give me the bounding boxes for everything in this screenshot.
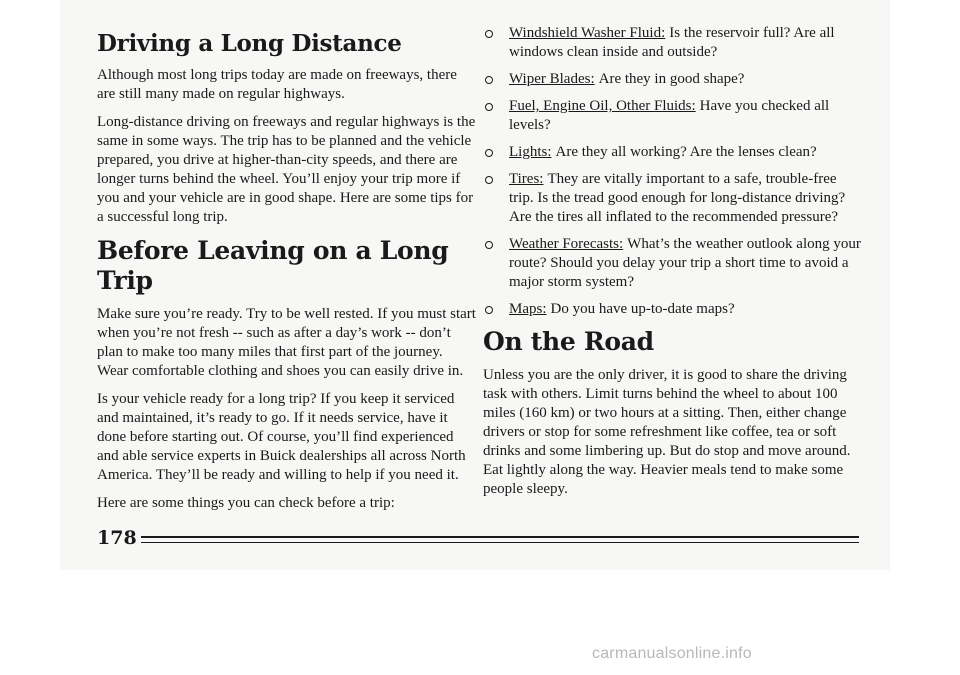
item-text: They are vitally important to a safe, trouble-free trip. Is the tread good enough for long-distance driving? Are the tires all inflated to the recommended pressure?: [509, 171, 846, 225]
list-item: [483, 235, 863, 292]
left-column: [97, 24, 477, 522]
footer-rule-thin: [141, 542, 859, 543]
list-item: [483, 97, 863, 135]
item-term: Weather Forecasts:: [509, 236, 624, 252]
item-text: Do you have up-to-date maps?: [550, 301, 735, 317]
list-item: [483, 170, 863, 227]
item-term: Windshield Washer Fluid:: [509, 25, 666, 41]
item-text: Is the reservoir full? Are all windows clean inside and outside?: [509, 25, 835, 60]
item-term: Fuel, Engine Oil, Other Fluids:: [509, 98, 696, 114]
right-column: [483, 24, 863, 508]
manual-page: [60, 0, 890, 570]
bullet-icon: [485, 30, 493, 38]
section-paragraph: Make sure you’re ready. Try to be well rested. If you must start when you’re not fresh -- such as after a day’s work -- don’t plan to make too many miles that first part of the journey. Wear comfortable clothing and shoes you can easily drive in.: [97, 306, 476, 379]
list-item: [483, 24, 863, 62]
intro-paragraph: Although most long trips today are made on freeways, there are still many made on regular highways.: [97, 67, 457, 102]
list-item: [483, 143, 863, 162]
item-text: Are they in good shape?: [598, 71, 745, 87]
bullet-icon: [485, 306, 493, 314]
item-term: Lights:: [509, 144, 552, 160]
item-text: Have you checked all levels?: [509, 98, 830, 133]
bullet-icon: [485, 149, 493, 157]
checklist: [483, 24, 863, 319]
list-item: [483, 300, 863, 319]
page-heading: Driving a Long Distance: [97, 30, 402, 57]
bullet-icon: [485, 241, 493, 249]
item-term: Tires:: [509, 171, 544, 187]
intro-paragraph: Long-distance driving on freeways and regular highways is the same in some ways. The trip has to be planned and the vehicle prepared, you drive at higher-than-city speeds, and there are longer turns behind the wheel. You’ll enjoy your trip more if you and your vehicle are in good shape. Here are some tips for a successful long trip.: [97, 114, 476, 225]
section-paragraph: Here are some things you can check before a trip:: [97, 495, 395, 511]
bullet-icon: [485, 103, 493, 111]
page-number: 178: [97, 527, 137, 549]
section-paragraph: Unless you are the only driver, it is good to share the driving task with others. Limit turns behind the wheel to about 100 miles (160 km) or two hours at a sitting. Then, either change drivers or stop for some refreshment like coffee, tea or soft drinks and some limbering up. But do stop and move around. Eat lightly along the way. Heavier meals tend to make some people sleepy.: [483, 367, 851, 497]
section-heading-on-the-road: On the Road: [483, 327, 654, 356]
section-heading-before-leaving: Before Leaving on a Long Trip: [97, 236, 449, 295]
section-paragraph: Is your vehicle ready for a long trip? If you keep it serviced and maintained, it’s ready to go. If it needs service, have it done before starting out. Of course, you’ll find experienced and able service experts in Buick dealerships all across North America. They’ll be ready and willing to help if you need it.: [97, 391, 466, 483]
watermark: carmanualsonline.info: [592, 645, 752, 662]
footer-rule: [141, 536, 859, 538]
item-term: Maps:: [509, 301, 547, 317]
list-item: [483, 70, 863, 89]
bullet-icon: [485, 76, 493, 84]
item-text: What’s the weather outlook along your route? Should you delay your trip a short time to avoid a major storm system?: [509, 236, 861, 290]
bullet-icon: [485, 176, 493, 184]
page-footer: [97, 527, 859, 549]
item-term: Wiper Blades:: [509, 71, 595, 87]
item-text: Are they all working? Are the lenses clean?: [555, 144, 817, 160]
